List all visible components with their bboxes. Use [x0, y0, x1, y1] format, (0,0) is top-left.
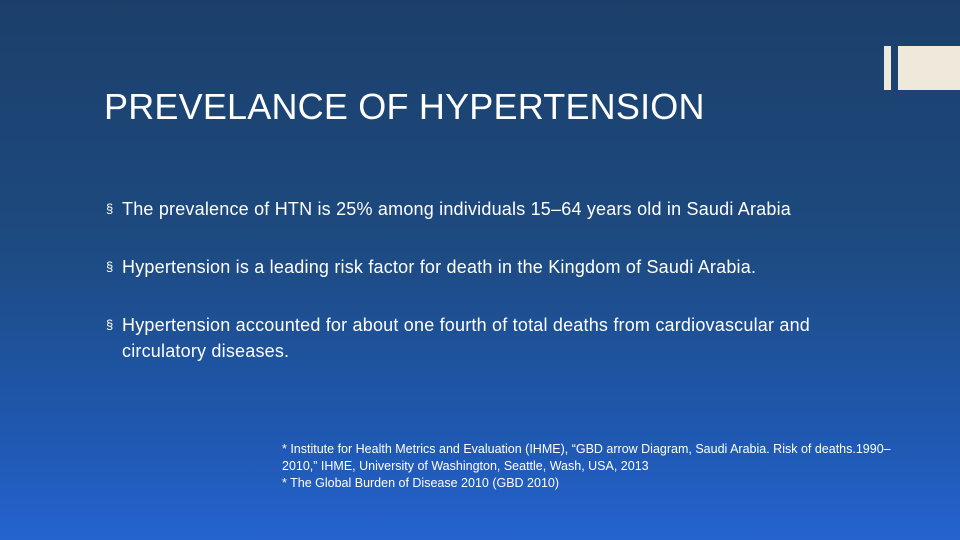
slide-title: PREVELANCE OF HYPERTENSION [104, 86, 705, 127]
bullet-text: Hypertension is a leading risk factor for death in the Kingdom of Saudi Arabia. [122, 257, 757, 277]
bullet-text: The prevalence of HTN is 25% among individuals 15–64 years old in Saudi Arabia [122, 199, 791, 219]
corner-decoration [884, 46, 960, 90]
reference-item: * The Global Burden of Disease 2010 (GBD 2010) [282, 476, 560, 490]
bullet-item [104, 254, 864, 280]
bullet-marker: § [106, 317, 114, 332]
bullet-marker: § [106, 201, 114, 216]
corner-decoration-block [898, 46, 960, 90]
bullet-item [104, 196, 864, 222]
bullet-item [104, 312, 864, 364]
corner-decoration-bar [884, 46, 891, 90]
bullet-list [104, 196, 864, 364]
bullet-marker: § [106, 259, 114, 274]
references [282, 441, 892, 492]
bullet-text: Hypertension accounted for about one fourth of total deaths from cardiovascular and circulatory diseases. [122, 315, 811, 361]
reference-item: * Institute for Health Metrics and Evaluation (IHME), “GBD arrow Diagram, Saudi Arabia. Risk of deaths.1990–2010,” IHME, University of Washington, Seattle, Wash, USA, 2013 [282, 442, 891, 473]
